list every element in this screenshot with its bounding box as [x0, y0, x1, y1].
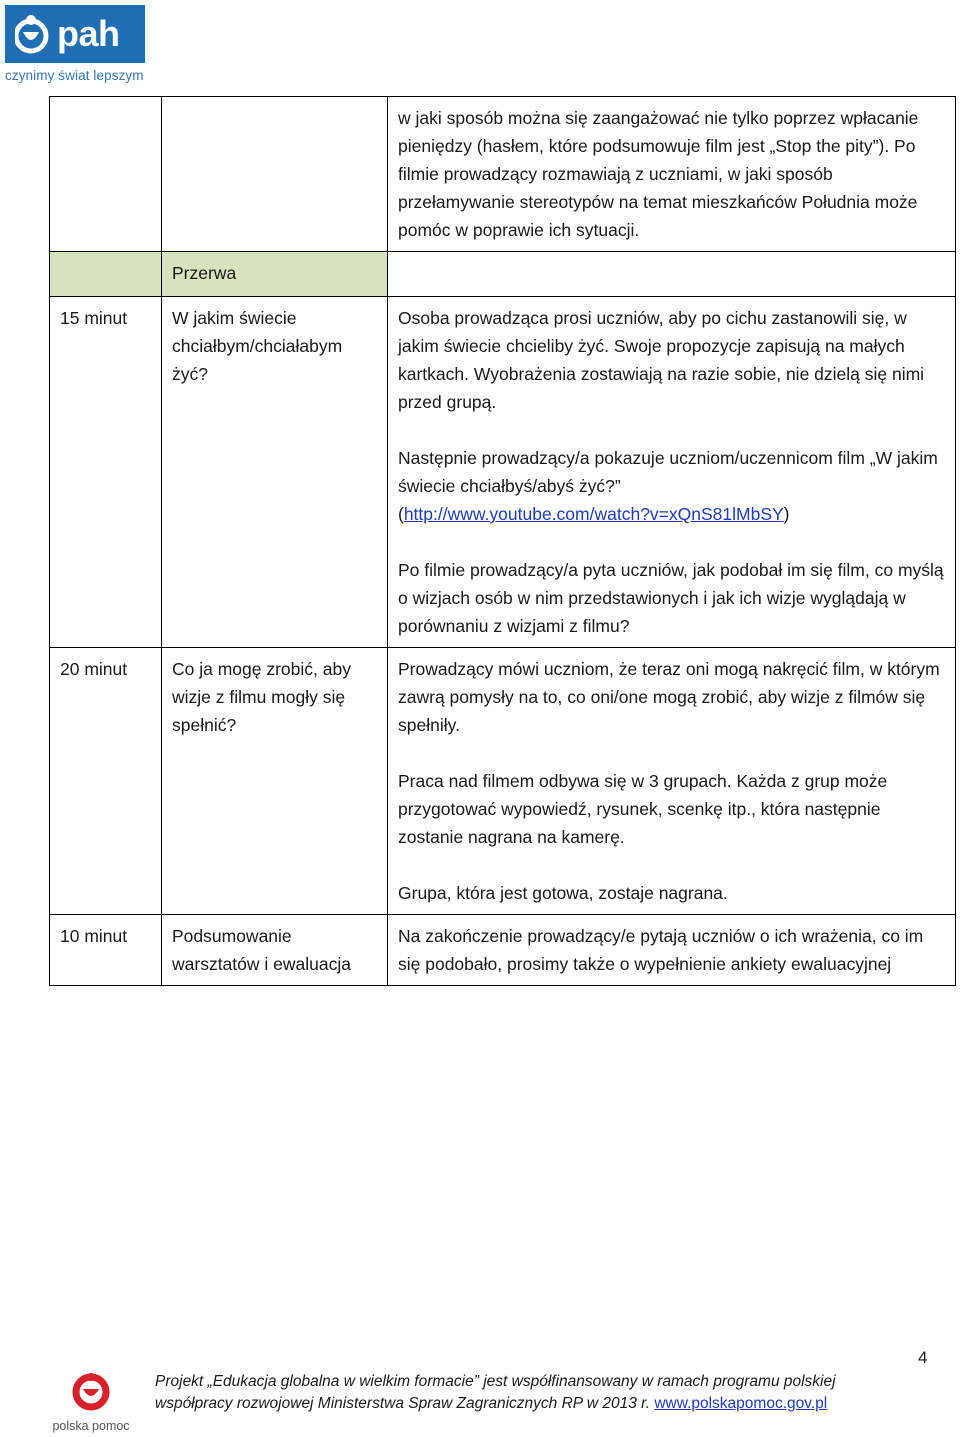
- description-cell: [388, 915, 956, 986]
- time-cell: 10 minut: [50, 915, 162, 986]
- footer-line-2: [155, 1393, 945, 1415]
- topic-cell: W jakim świecie chciałbym/chciałabym żyć?: [162, 297, 388, 648]
- description-paragraph: w jaki sposób można się zaangażować nie tylko poprzez wpłacanie pieniędzy (hasłem, które podsumowuje film jest „Stop the pity”). Po filmie prowadzący rozmawiają z uczniami, w jaki sposób przełamywanie stereotypów na temat mieszkańców Południa może pomóc w poprawie ich sytuacji.: [398, 108, 919, 240]
- description-paragraph: Praca nad filmem odbywa się w 3 grupach. Każda z grup może przygotować wypowiedź, rysunek, scenkę itp., która następnie zostanie nagrana na kamerę.: [398, 771, 888, 847]
- topic-cell: [162, 97, 388, 252]
- description-cell: [388, 97, 956, 252]
- pah-logo: [5, 5, 145, 83]
- time-cell: 15 minut: [50, 297, 162, 648]
- pah-logo-box: [5, 5, 145, 63]
- description-paragraph: Na zakończenie prowadzący/e pytają uczniów o ich wrażenia, co im się podobało, prosimy także o wypełnienie ankiety ewaluacyjnej: [398, 926, 924, 974]
- description-paragraph: Osoba prowadząca prosi uczniów, aby po cichu zastanowili się, w jakim świecie chcieliby żyć. Swoje propozycje zapisują na małych kartkach. Wyobrażenia zostawiają na razie sobie, nie dzielą się nimi przed grupą.: [398, 308, 925, 412]
- page-number: 4: [918, 1348, 928, 1367]
- youtube-link[interactable]: http://www.youtube.com/watch?v=xQnS81lMbSY: [403, 504, 784, 524]
- link-open-paren: (: [398, 504, 404, 524]
- table-row-15-minutes: [50, 297, 956, 648]
- break-label: Przerwa: [172, 263, 237, 283]
- break-label-cell: [162, 252, 388, 297]
- film-intro-text: Następnie prowadzący/a pokazuje uczniom/uczennicom film „W jakim świecie chciałbyś/abyś żyć?”: [398, 448, 938, 496]
- footer-note: [155, 1371, 945, 1415]
- polska-pomoc-logo: [46, 1372, 136, 1433]
- description-cell: [388, 297, 956, 648]
- description-paragraph: [398, 444, 945, 528]
- pah-logo-word: pah: [57, 13, 120, 54]
- link-close-paren: ): [783, 504, 790, 524]
- description-paragraph: Po filmie prowadzący/a pyta uczniów, jak podobał im się film, co myślą o wizjach osób w nim przedstawionych i jak ich wizje wyglądają w porównaniu z wizjami z filmu?: [398, 560, 944, 636]
- polskapomoc-link[interactable]: www.polskapomoc.gov.pl: [654, 1395, 828, 1412]
- pah-heart-icon: [15, 14, 51, 54]
- topic-cell: Podsumowanie warsztatów i ewaluacja: [162, 915, 388, 986]
- topic-cell: Co ja mogę zrobić, aby wizje z filmu mogły się spełnić?: [162, 648, 388, 915]
- description-cell: [388, 648, 956, 915]
- lesson-plan-table: [49, 96, 956, 986]
- footer-line-1: Projekt „Edukacja globalna w wielkim formacie” jest współfinansowany w ramach programu polskiej: [155, 1373, 836, 1390]
- table-row-break: [50, 252, 956, 297]
- table-row-10-minutes: [50, 915, 956, 986]
- description-paragraph: Grupa, która jest gotowa, zostaje nagrana.: [398, 883, 728, 903]
- time-cell: 20 minut: [50, 648, 162, 915]
- description-paragraph: Prowadzący mówi uczniom, że teraz oni mogą nakręcić film, w którym zawrą pomysły na to, co oni/one mogą zrobić, aby wizje z filmów się spełniły.: [398, 659, 940, 735]
- break-empty-cell: [388, 252, 956, 297]
- footer-line-2-text: współpracy rozwojowej Ministerstwa Spraw Zagranicznych RP w 2013 r.: [155, 1395, 651, 1412]
- polska-pomoc-text: polska pomoc: [52, 1419, 130, 1433]
- pah-tagline: czynimy świat lepszym: [5, 68, 144, 83]
- table-row-20-minutes: [50, 648, 956, 915]
- time-cell: [50, 97, 162, 252]
- table-row-continuation: [50, 97, 956, 252]
- polska-pomoc-icon: [65, 1372, 117, 1412]
- break-time-cell: [50, 252, 162, 297]
